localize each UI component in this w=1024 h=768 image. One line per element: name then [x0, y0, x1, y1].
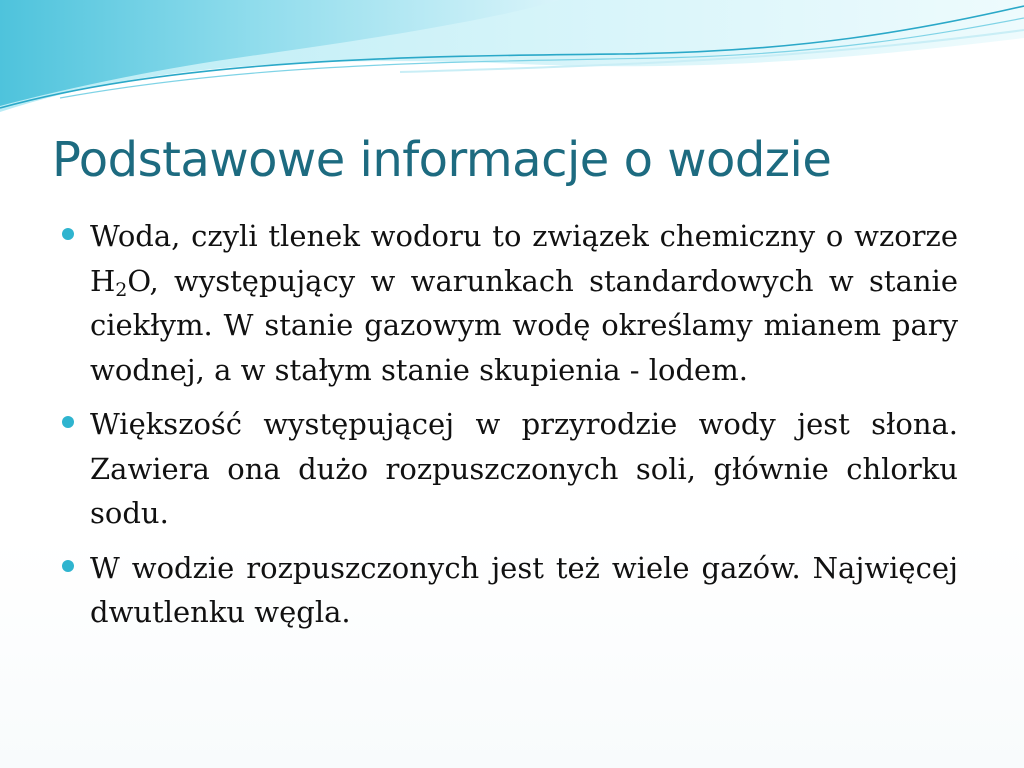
bullet-item: [62, 546, 958, 635]
bullet-item: [62, 402, 958, 536]
subscript-text: 2: [115, 278, 128, 301]
bullet-text-part: Woda, czyli tlenek wodoru to związek chemiczny o wzorze H: [90, 219, 958, 298]
bullet-text-part: O, występujący w warunkach standardowych w stanie ciekłym. W stanie gazowym wodę określamy mianem pary wodnej, a w stałym stanie skupienia - lodem.: [90, 263, 958, 387]
bullet-text: W wodzie rozpuszczonych jest też wiele gazów. Najwięcej dwutlenku węgla.: [90, 550, 958, 629]
bullet-text: [90, 214, 958, 392]
bullet-text: Większość występującej w przyrodzie wody jest słona. Zawiera ona dużo rozpuszczonych soli, głównie chlorku sodu.: [90, 407, 958, 530]
bullet-dot-icon: [62, 416, 74, 428]
bullet-item: [62, 214, 958, 392]
bullet-dot-icon: [62, 560, 74, 572]
bullet-list: [62, 214, 958, 645]
slide-title: Podstawowe informacje o wodzie: [52, 132, 832, 188]
bullet-dot-icon: [62, 228, 74, 240]
header-wave-decoration: [0, 0, 1024, 130]
